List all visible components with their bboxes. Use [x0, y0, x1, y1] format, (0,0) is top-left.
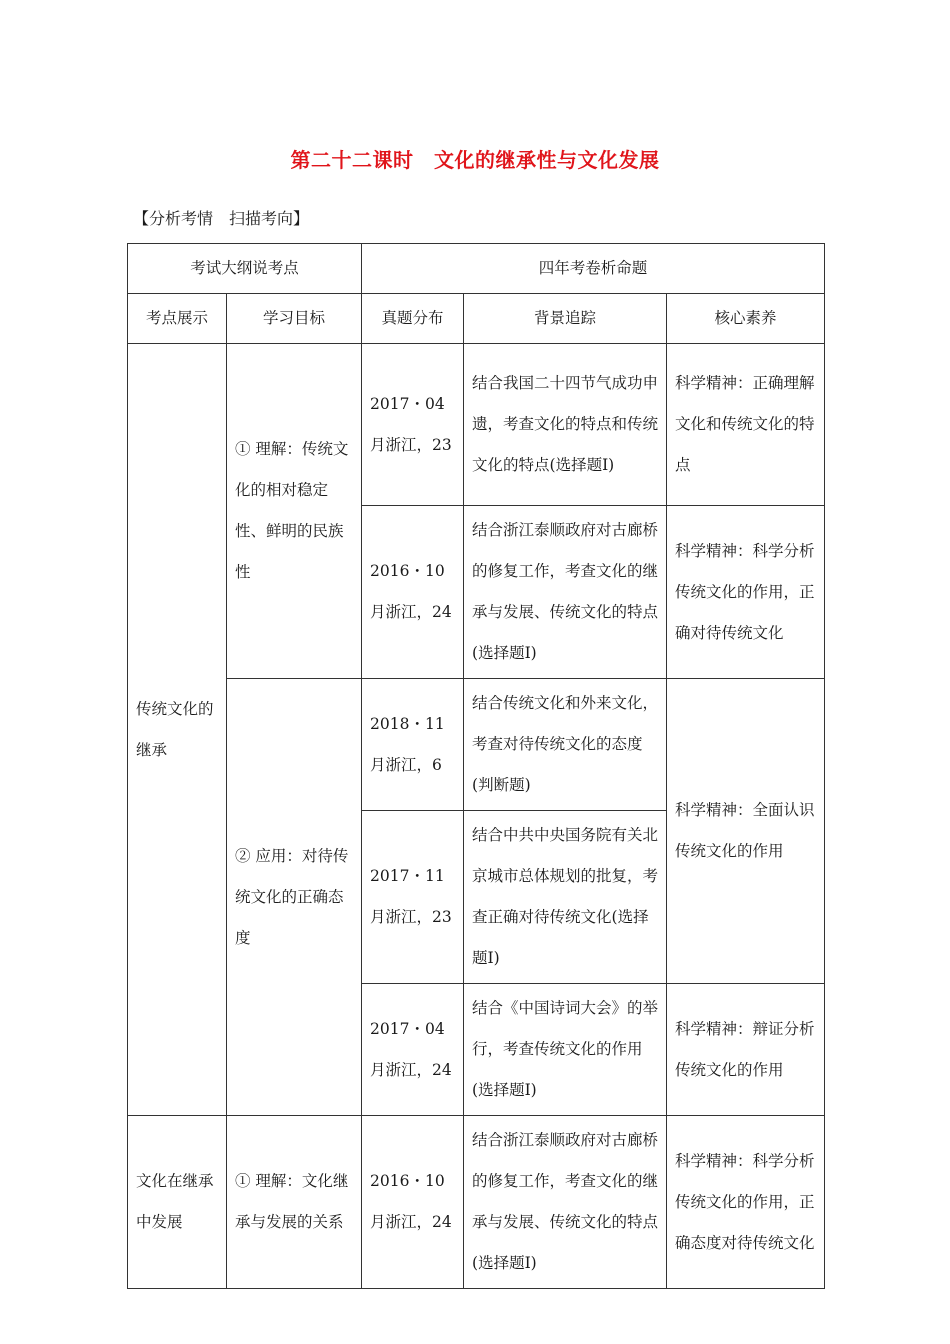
background-cell: 结合《中国诗词大会》的举行，考查传统文化的作用(选择题Ⅰ) — [464, 984, 667, 1116]
goal-cell: ① 理解：文化继承与发展的关系 — [227, 1116, 362, 1289]
table-header-group-row — [128, 244, 825, 294]
source-cell: 2016・10月浙江，24 — [362, 1116, 464, 1289]
source-cell: 2017・04月浙江，24 — [362, 984, 464, 1116]
background-cell: 结合浙江泰顺政府对古廊桥的修复工作，考查文化的继承与发展、传统文化的特点(选择题Ⅰ) — [464, 506, 667, 679]
background-cell: 结合浙江泰顺政府对古廊桥的修复工作，考查文化的继承与发展、传统文化的特点(选择题Ⅰ) — [464, 1116, 667, 1289]
table-row — [128, 679, 825, 811]
goal-cell: ② 应用：对待传统文化的正确态度 — [227, 679, 362, 1116]
literacy-cell: 科学精神：辩证分析传统文化的作用 — [667, 984, 825, 1116]
header-cell: 背景追踪 — [464, 294, 667, 344]
header-cell: 真题分布 — [362, 294, 464, 344]
exam-analysis-table — [127, 243, 825, 1289]
literacy-cell: 科学精神：全面认识传统文化的作用 — [667, 679, 825, 984]
literacy-cell: 科学精神：科学分析传统文化的作用，正确态度对待传统文化 — [667, 1116, 825, 1289]
header-cell: 核心素养 — [667, 294, 825, 344]
source-cell: 2018・11月浙江，6 — [362, 679, 464, 811]
literacy-cell: 科学精神：正确理解文化和传统文化的特点 — [667, 344, 825, 506]
table-row — [128, 344, 825, 506]
header-cell: 考点展示 — [128, 294, 227, 344]
header-cell: 学习目标 — [227, 294, 362, 344]
header-group-left: 考试大纲说考点 — [128, 244, 362, 294]
topic-cell: 传统文化的继承 — [128, 344, 227, 1116]
background-cell: 结合中共中央国务院有关北京城市总体规划的批复，考查正确对待传统文化(选择题Ⅰ) — [464, 811, 667, 984]
source-cell: 2017・11月浙江，23 — [362, 811, 464, 984]
source-cell: 2016・10月浙江，24 — [362, 506, 464, 679]
background-cell: 结合传统文化和外来文化，考查对待传统文化的态度(判断题) — [464, 679, 667, 811]
header-group-right: 四年考卷析命题 — [362, 244, 825, 294]
table-row — [128, 1116, 825, 1289]
table-header-row — [128, 294, 825, 344]
page-title: 第二十二课时 文化的继承性与文化发展 — [290, 148, 660, 172]
section-heading: 【分析考情 扫描考向】 — [133, 209, 310, 228]
goal-cell: ① 理解：传统文化的相对稳定性、鲜明的民族性 — [227, 344, 362, 679]
literacy-cell: 科学精神：科学分析传统文化的作用，正确对待传统文化 — [667, 506, 825, 679]
background-cell: 结合我国二十四节气成功申遗，考查文化的特点和传统文化的特点(选择题Ⅰ) — [464, 344, 667, 506]
source-cell: 2017・04月浙江，23 — [362, 344, 464, 506]
topic-cell: 文化在继承中发展 — [128, 1116, 227, 1289]
